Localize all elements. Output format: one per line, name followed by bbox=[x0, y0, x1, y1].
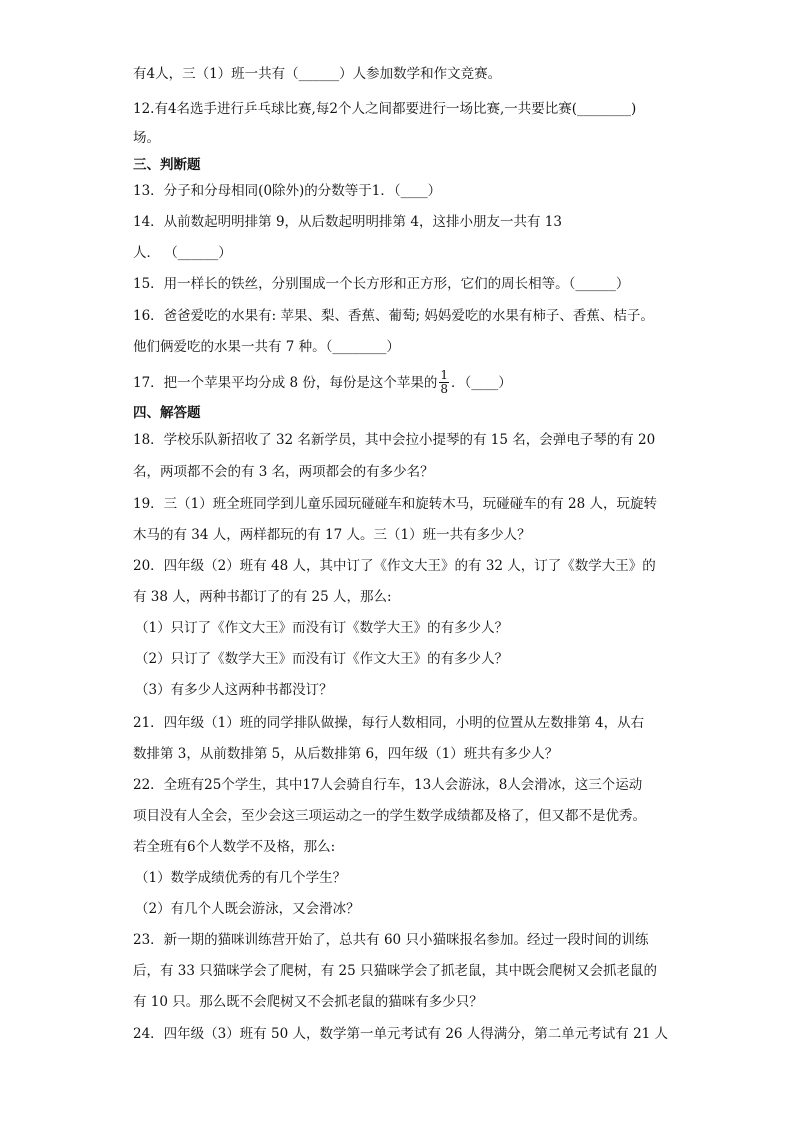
q24-text: 24．四年级（3）班有 50 人，数学第一单元考试有 26 人得满分，第二单元考试有 21 人 bbox=[133, 1026, 669, 1042]
q14-text: 14．从前数起明明排第 9，从后数起明明排第 4，这排小朋友一共有 13 bbox=[133, 214, 562, 230]
q13-text: 13．分子和分母相同(0除外)的分数等于1．（____） bbox=[133, 183, 442, 199]
q22-continuation-2: 若全班有6个人数学不及格，那么: bbox=[133, 839, 336, 855]
q12-continuation: 场。 bbox=[133, 130, 160, 146]
q23-continuation-2: 有 10 只。那么既不会爬树又不会抓老鼠的猫咪有多少只？ bbox=[133, 994, 483, 1010]
q21-text: 21．四年级（1）班的同学排队做操，每行人数相同，小明的位置从左数排第 4，从右 bbox=[133, 715, 645, 731]
q22-text: 22．全班有25个学生，其中17人会骑自行车，13人会游泳，8人会滑冰，这三个运动 bbox=[133, 777, 643, 793]
q17-text bbox=[133, 370, 512, 397]
q17-blank: ．（____） bbox=[451, 375, 512, 391]
fraction-numerator: 1 bbox=[440, 368, 448, 382]
q22-sub1: （1）数学成绩优秀的有几个学生？ bbox=[135, 870, 347, 886]
q20-sub3: （3）有多少人这两种书都没订？ bbox=[135, 682, 333, 698]
q14-continuation: 人． （______） bbox=[133, 245, 232, 261]
q16-continuation: 他们俩爱吃的水果一共有 7 种。（________） bbox=[133, 339, 400, 355]
q12-text: 12.有4名选手进行乒乓球比赛,每2个人之间都要进行一场比赛,一共要比赛(________) bbox=[133, 101, 637, 117]
fraction-denominator: 8 bbox=[440, 382, 448, 396]
q23-text: 23．新一期的猫咪训练营开始了，总共有 60 只小猫咪报名参加。经过一段时间的训练 bbox=[133, 932, 649, 948]
q22-sub2: （2）有几个人既会游泳，又会滑冰？ bbox=[135, 901, 360, 917]
q17-stem: 17．把一个苹果平均分成 8 份，每份是这个苹果的 bbox=[133, 375, 438, 391]
section-heading-judgement: 三、判断题 bbox=[133, 157, 201, 173]
q16-text: 16．爸爸爱吃的水果有: 苹果、梨、香蕉、葡萄; 妈妈爱吃的水果有柿子、香蕉、桔子。 bbox=[133, 308, 654, 324]
q19-continuation: 木马的有 34 人，两样都玩的有 17 人。三（1）班一共有多少人？ bbox=[133, 527, 531, 543]
q18-text: 18．学校乐队新招收了 32 名新学员，其中会拉小提琴的有 15 名，会弹电子琴的有 20 bbox=[133, 432, 656, 448]
q23-continuation-1: 后，有 33 只猫咪学会了爬树，有 25 只猫咪学会了抓老鼠，其中既会爬树又会抓老鼠的 bbox=[133, 963, 658, 979]
q21-continuation: 数排第 3，从前数排第 5，从后数排第 6，四年级（1）班共有多少人？ bbox=[133, 746, 559, 762]
q20-sub2: （2）只订了《数学大王》而没有订《作文大王》的有多少人？ bbox=[135, 651, 509, 667]
section-heading-answer: 四、解答题 bbox=[133, 405, 201, 421]
q20-continuation: 有 38 人，两种书都订了的有 25 人，那么: bbox=[133, 589, 392, 605]
q20-text: 20．四年级（2）班有 48 人，其中订了《作文大王》的有 32 人，订了《数学大王》的 bbox=[133, 558, 656, 574]
q20-sub1: （1）只订了《作文大王》而没有订《数学大王》的有多少人？ bbox=[135, 620, 509, 636]
fraction-one-eighth bbox=[439, 369, 449, 396]
q18-continuation: 名，两项都不会的有 3 名，两项都会的有多少名？ bbox=[133, 464, 434, 480]
q19-text: 19．三（1）班全班同学到儿童乐园玩碰碰车和旋转木马，玩碰碰车的有 28 人，玩旋转 bbox=[133, 496, 658, 512]
q22-continuation-1: 项目没有人全会，至少会这三项运动之一的学生数学成绩都及格了，但又都不是优秀。 bbox=[133, 808, 646, 824]
q15-text: 15．用一样长的铁丝，分别围成一个长方形和正方形，它们的周长相等。（______） bbox=[133, 276, 630, 292]
q11-continuation: 有4人，三（1）班一共有（______）人参加数学和作文竞赛。 bbox=[133, 66, 502, 82]
